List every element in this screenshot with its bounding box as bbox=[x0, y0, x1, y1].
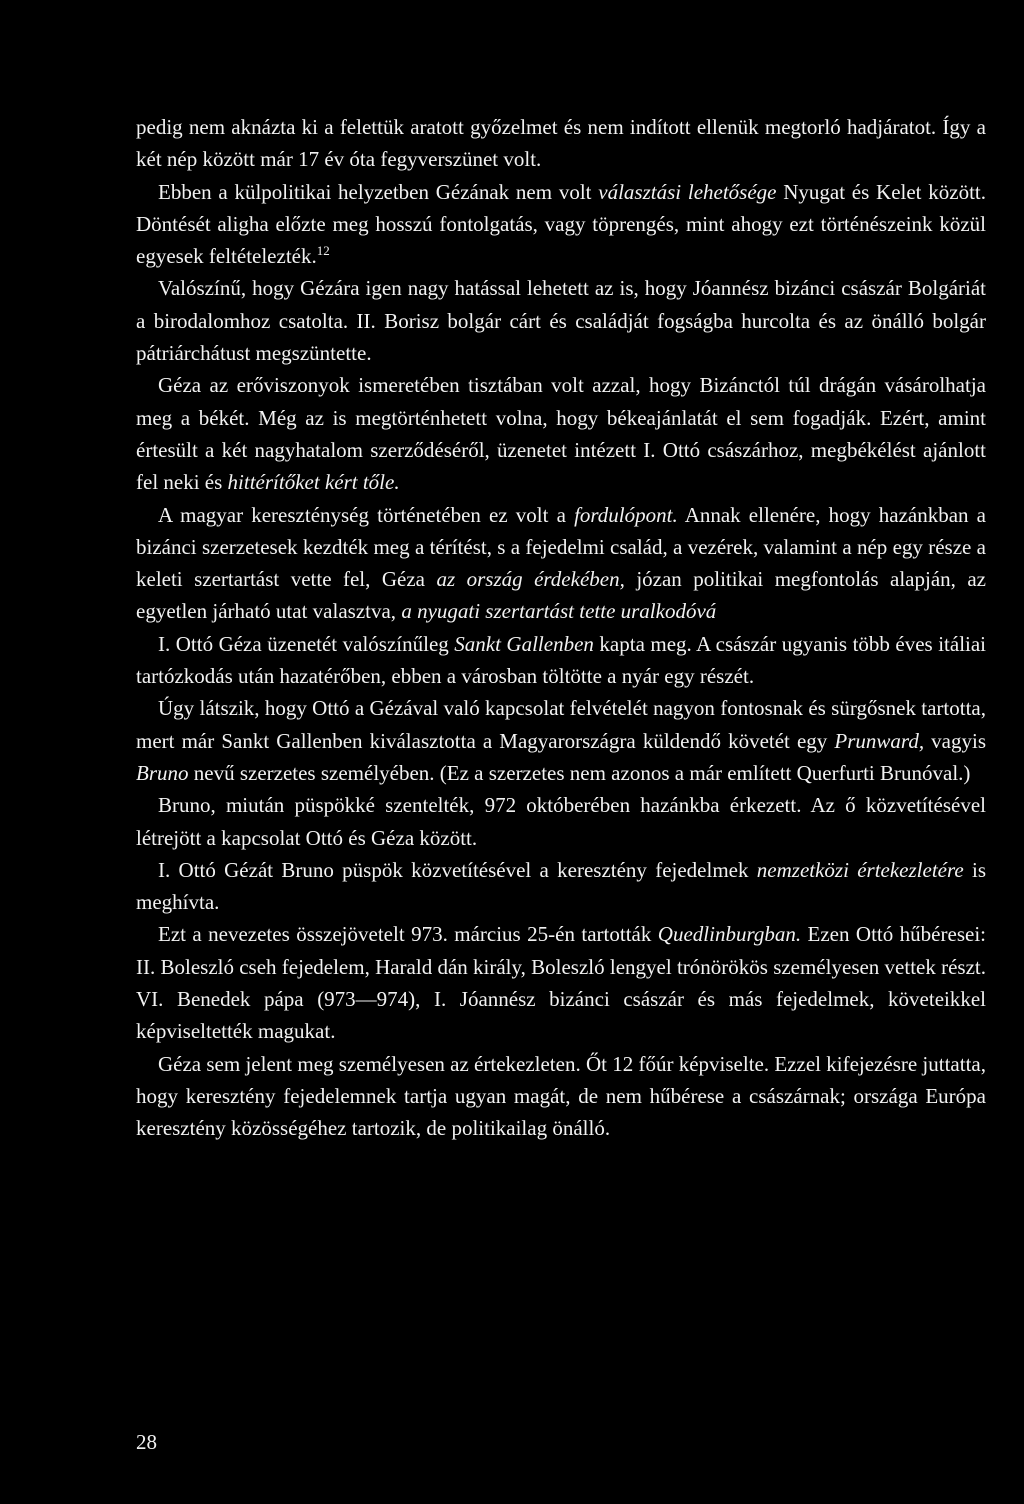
paragraph bbox=[136, 499, 986, 628]
text-run: vagyis bbox=[924, 728, 987, 753]
text-run: Ezen Ottó hűbéresei: II. Boleszló cseh fejedelem, Harald dán király, Boleszló lengyel trónörökös személyesen vettek részt. VI. Benedek pápa (973—974), I. Jóannész bizánci császár és más fejedelmek, követeikkel képviseltették magukat. bbox=[136, 922, 987, 1044]
text-run: Nyugat és Kelet között. Döntését aligha előzte meg hosszú fontolgatás, vagy töprengés, mint ahogy ezt történészeink közül egyesek feltételezték. bbox=[136, 179, 987, 269]
text-run: A magyar kereszténység történetében ez volt a bbox=[158, 502, 575, 527]
paragraph bbox=[136, 176, 986, 273]
footnote-reference: 12 bbox=[316, 243, 330, 259]
paragraph bbox=[136, 369, 986, 498]
text-run: Géza az erőviszonyok ismeretében tisztában volt azzal, hogy Bizánctól túl drágán vásárolhatja meg a békét. Még az is megtörténhetett volna, hogy békeajánlatát el sem fogadják. Ezért, amint értesült a két nagyhatalom szerződéséről, üzenetet intézett I. Ottó császárhoz, megbékélést ajánlott fel neki és bbox=[136, 373, 986, 495]
page-number: 28 bbox=[136, 1430, 157, 1454]
text-run: Géza sem jelent meg személyesen az értekezleten. Őt 12 főúr képviselte. Ezzel kifejezésre juttatta, hogy keresztény fejedelemnek tartja ugyan magát, de nem hűbérese a császárnak; országa Európa keresztény közösségéhez tartozik, de politikailag önálló. bbox=[136, 1051, 986, 1141]
paragraph bbox=[136, 789, 986, 854]
emphasized-text: hittérítőket kért tőle. bbox=[227, 470, 400, 495]
body-text bbox=[136, 111, 986, 1145]
emphasized-text: nemzetközi értekezletére bbox=[756, 857, 964, 882]
paragraph bbox=[136, 1048, 986, 1145]
text-run: Annak ellenére, hogy hazánkban a bizánci szerzetesek kezdték meg a térítést, s a fejedelmi család, a vezérek, valamint a nép egy része a keleti szertartást vette fel, Géza bbox=[136, 502, 986, 592]
paragraph bbox=[136, 111, 986, 176]
emphasized-text: Prunward, bbox=[834, 728, 925, 753]
emphasized-text: az ország érdekében, bbox=[436, 567, 625, 592]
text-run: Úgy látszik, hogy Ottó a Gézával való kapcsolat felvételét nagyon fontosnak és sürgősnek tartotta, mert már Sankt Gallenben kiválasztotta a Magyarországra küldendő követét egy bbox=[136, 696, 986, 753]
text-run: is meghívta. bbox=[136, 857, 986, 915]
text-run: Ezt a nevezetes összejövetelt 973. március 25-én tartották bbox=[158, 922, 658, 947]
text-run: Bruno, miután püspökké szentelték, 972 októberében hazánkba érkezett. Az ő közvetítésével létrejött a kapcsolat Ottó és Géza között. bbox=[136, 793, 986, 850]
paragraph bbox=[136, 272, 986, 369]
text-run: nevű szerzetes személyében. (Ez a szerzetes nem azonos a már említett Querfurti Brunóval.) bbox=[188, 760, 971, 785]
emphasized-text: választási lehetősége bbox=[598, 179, 777, 204]
emphasized-text: Bruno bbox=[136, 760, 189, 785]
text-run: Valószínű, hogy Gézára igen nagy hatással lehetett az is, hogy Jóannész bizánci császár Bolgáriát a birodalomhoz csatolta. II. Borisz bolgár cárt és családját fogságba hurcolta és az önálló bolgár pátriárchátust megszüntette. bbox=[136, 276, 986, 366]
emphasized-text: Sankt Gallenben bbox=[454, 631, 594, 656]
text-run: pedig nem aknázta ki a felettük aratott győzelmet és nem indított ellenük megtorló hadjáratot. Így a két nép között már 17 év óta fegyverszünet volt. bbox=[136, 115, 986, 172]
emphasized-text: Quedlinburgban. bbox=[657, 922, 802, 947]
paragraph bbox=[136, 918, 986, 1047]
paragraph bbox=[136, 854, 986, 919]
emphasized-text: fordulópont. bbox=[574, 502, 678, 527]
paragraph bbox=[136, 692, 986, 789]
emphasized-text: a nyugati szertartást tette uralkodóvá bbox=[401, 599, 717, 624]
text-run: kapta meg. A császár ugyanis több éves itáliai tartózkodás után hazatérőben, ebben a városban töltötte a nyár egy részét. bbox=[136, 631, 987, 689]
paragraph bbox=[136, 628, 986, 693]
text-run: józan politikai megfontolás alapján, az egyetlen járható utat valasztva, bbox=[136, 567, 986, 624]
text-run: I. Ottó Géza üzenetét valószínűleg bbox=[158, 631, 455, 656]
text-run: Ebben a külpolitikai helyzetben Gézának nem volt bbox=[158, 179, 599, 204]
text-run: I. Ottó Gézát Bruno püspök közvetítésével a keresztény fejedelmek bbox=[158, 857, 757, 882]
